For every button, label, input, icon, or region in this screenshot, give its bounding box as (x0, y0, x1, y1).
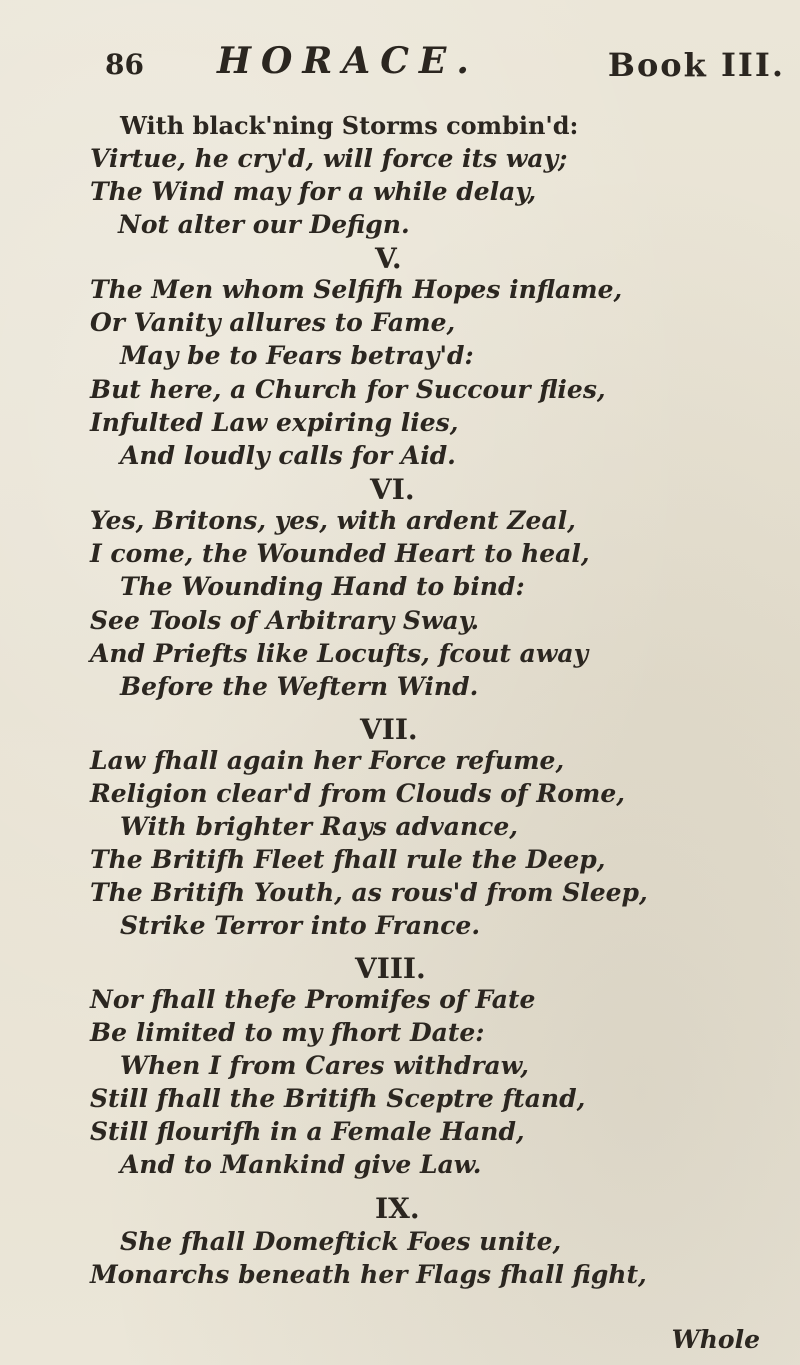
poem-line: She fhall Domeftick Foes unite, (120, 1227, 562, 1256)
poem-line: See Tools of Arbitrary Sway. (90, 606, 480, 635)
poem-line: Virtue, he cry'd, will force its way; (90, 144, 568, 173)
poem-line: Nor fhall thefe Promifes of Fate (90, 985, 536, 1014)
poem-line: The Wounding Hand to bind: (120, 572, 525, 601)
poem-line: And to Mankind give Law. (120, 1150, 482, 1179)
poem-line: And Priefts like Locufts, fcout away (90, 639, 589, 668)
poem-line: But here, a Church for Succour flies, (90, 375, 606, 404)
poem-line: The Britifh Fleet fhall rule the Deep, (90, 845, 606, 874)
poem-line: Yes, Britons, yes, with ardent Zeal, (90, 506, 576, 535)
poem-line: With black'ning Storms combin'd: (120, 111, 579, 140)
poem-line: Not alter our Defign. (118, 210, 410, 239)
poem-line: The Wind may for a while delay, (90, 177, 537, 206)
poem-line: Before the Weftern Wind. (120, 672, 479, 701)
poem-line: Law fhall again her Force refume, (90, 746, 565, 775)
stanza-numeral: V. (375, 242, 402, 275)
poem-line: The Britifh Youth, as rous'd from Sleep, (90, 878, 648, 907)
stanza-numeral: VIII. (355, 952, 426, 985)
stanza-numeral: VII. (360, 713, 418, 746)
poem-line: Still fhall the Britifh Sceptre ftand, (90, 1084, 586, 1113)
poem-line: Still flourifh in a Female Hand, (90, 1117, 525, 1146)
poem-line: Strike Terror into France. (120, 911, 481, 940)
poem-line: Monarchs beneath her Flags fhall fight, (90, 1260, 647, 1289)
poem-line: I come, the Wounded Heart to heal, (90, 539, 590, 568)
poem-line: The Men whom Selfifh Hopes inflame, (90, 275, 623, 304)
running-header (105, 40, 785, 96)
poem-line: And loudly calls for Aid. (120, 441, 456, 470)
stanza-numeral: VI. (370, 473, 415, 506)
poem-line: With brighter Rays advance, (120, 812, 518, 841)
stanza-numeral: IX. (375, 1192, 420, 1225)
page-number: 86 (105, 48, 144, 81)
poem-line: Infulted Law expiring lies, (90, 408, 459, 437)
poem-line: Or Vanity allures to Fame, (90, 308, 456, 337)
poem-line: When I from Cares withdraw, (120, 1051, 529, 1080)
poem-line: Be limited to my fhort Date: (90, 1018, 485, 1047)
poem-line: Religion clear'd from Clouds of Rome, (90, 779, 625, 808)
catchword: Whole (671, 1325, 760, 1354)
book-label: Book III. (607, 46, 785, 84)
running-title: HORACE. (217, 40, 479, 82)
poem-line: May be to Fears betray'd: (120, 341, 474, 370)
